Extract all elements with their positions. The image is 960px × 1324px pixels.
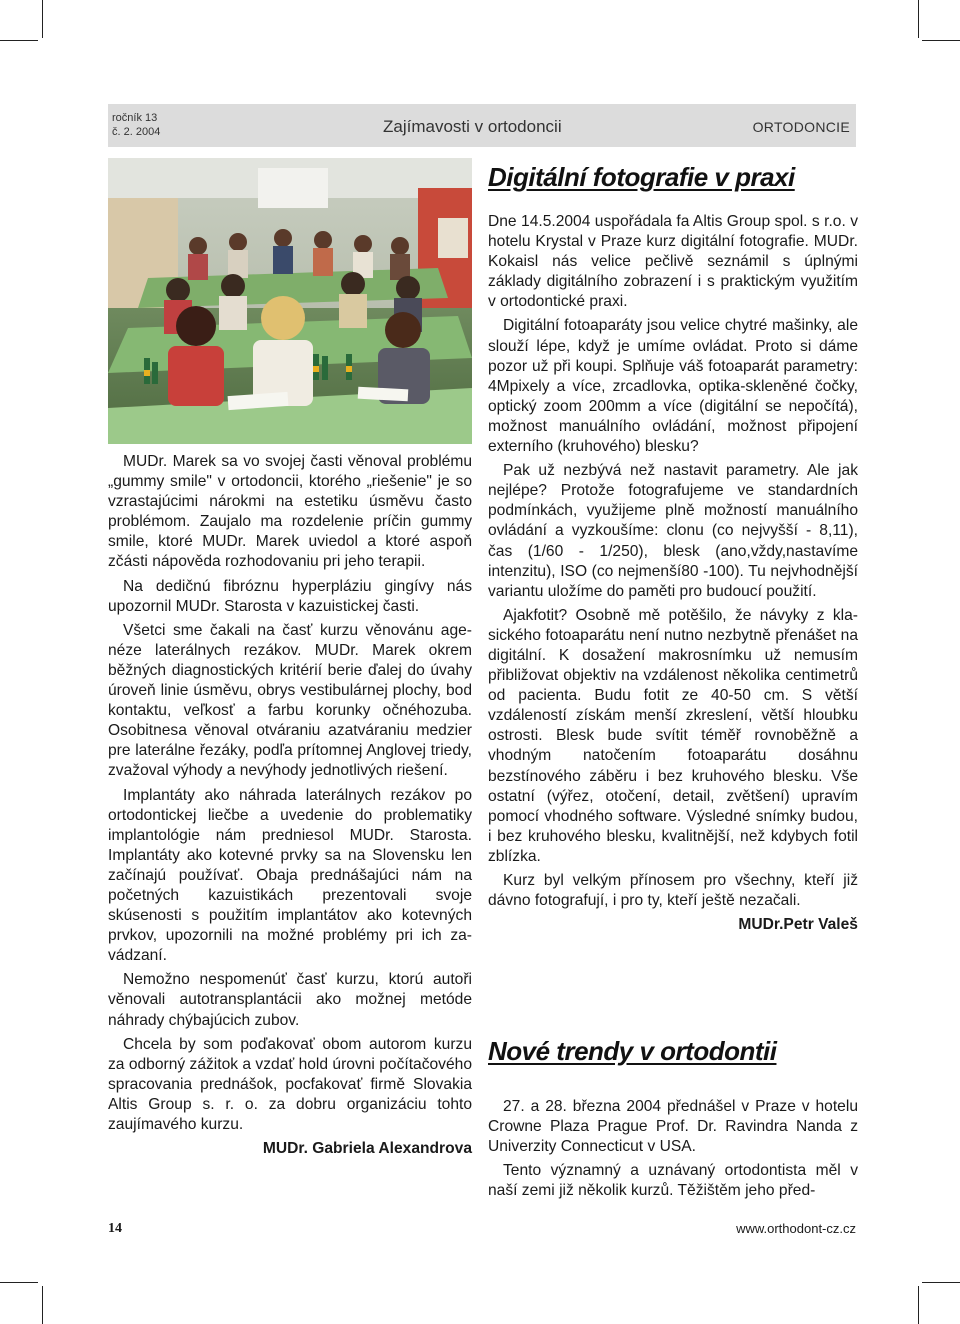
page-number: 14 xyxy=(108,1221,122,1236)
article-new-trends-body xyxy=(488,1097,858,1205)
paragraph: Všetci sme čakali na časť kurzu věnovánu agenéze laterálnych rezákov. MUDr. Marek okrem běžných diagnostických kritérií berie ďalej do úvahy úroveň linie úsměvu, obrys vestibulárnej plochy, bod kontaktu, veľkosť a farbu korunky očnéhozuba. Osobitnesa věnoval otváraniu azatváraniu medzier pre laterálne řezáky, podľa prítomnej Anglovej triedy, zvažoval výhody a nevýhody jednotlivých riešení. xyxy=(108,621,472,780)
crop-mark xyxy=(922,1282,960,1283)
paragraph: Chcela by som poďakovať obom autorom kurzu za odborný zážitok a vzdať hold úrovni počítačového spracovania prednášok, pocfakovať firmě Slovakia Altis Group s. r. o. za dobru organizáciu tohto zaujímavého kurzu. xyxy=(108,1035,472,1133)
paragraph: Kurz byl velkým přínosem pro všechny, kteří již dávno fotografují, i pro ty, kteří ještě nezačali. xyxy=(488,872,858,910)
paragraph: Pak už nezbývá než nastavit parametry. Ale jak nejlépe? Protože fotografujeme ve standardních podmínkách, využijeme plně možností manuálního ovládání a vyzkoušíme: clonu (co nejvyšší - 8,11), čas (1/60 - 1/250), blesk (ano,vždy,nastavíme intenzitu), ISO (co nejmenší80 -100). Tu nejvhodnější variantu uložíme do paměti pro budoucí použití. xyxy=(488,462,858,600)
paragraph: MUDr. Marek sa vo svojej časti věnoval problému „gummy smile" v ortodoncii, ktorého „riešenie" je so vzrastajúcimi nárokmi na estetiku úsměvu často problémom. Zaujalo ma rozdelenie príčin gummy smile, ktoré MUDr. Marek uviedol a ktoré aspoň zčásti nápověda rozhodovaniu pri jeho terapii. xyxy=(108,453,472,571)
running-header xyxy=(108,104,856,147)
issue-label: č. 2. 2004 xyxy=(112,126,161,138)
issue-info xyxy=(112,111,160,139)
article-digital-photo-body xyxy=(488,212,858,935)
author-signature: MUDr.Petr Valeš xyxy=(738,916,858,934)
paragraph: Nemožno nespomenúť časť kurzu, ktorú autoři věnovali autotransplantácii ako možnej metóde náhrady chýbajúcich zubov. xyxy=(108,971,472,1029)
crop-mark xyxy=(922,40,960,41)
seminar-photo-illustration xyxy=(108,158,472,444)
paragraph: Ajakfotit? Osobně mě potěšilo, že návyky z klasického fotoaparátu není nutno nezbytně přenášet na digitální. K dosažení makrosnímku už nemusím přibližovat objektiv na vzdálenost několika centimetrů od pacienta. Budu fotit ze 40-50 cm. S větší vzdáleností získám menší zkreslení, větší hloubku ostrosti. Blesk bude svítit téměř rovnoběžně a vhodným natočením fotoaparátu dosáhnu bezstínového záběru i bez kruhového blesku. Vše ostatní (výřez, otočení, detail, zvětšení) upravím pomocí vhodného software. Výsledné snímky budou, i bez kruhového blesku, kvalitnější, než kdybych fotil zblízka. xyxy=(488,606,858,865)
crop-mark xyxy=(42,1286,43,1324)
seminar-photo xyxy=(108,158,472,444)
paragraph: Digitální fotoaparáty jsou velice chytré mašinky, ale slouží lépe, když je umíme ovládat. Proto si dáme pozor už při koupi. Splňuje váš fotoaparát parametry: 4Mpixely a více, zrcadlovka, optika-skleněné čočky, optický zoom 200mm a více (digitální se nepočítá), možnost manuálního ovládání, možnost připojení externího (kruhového) blesku? xyxy=(488,317,858,456)
crop-mark xyxy=(0,40,38,41)
crop-mark xyxy=(42,0,43,38)
paragraph: Tento významný a uznávaný ortodontista měl v naší zemi již několik kurzů. Těžištěm jeho před- xyxy=(488,1162,858,1200)
author-signature: MUDr. Gabriela Alexandrova xyxy=(262,1140,472,1158)
section-prefix: Zajímavosti xyxy=(383,117,470,136)
section-v: v xyxy=(474,117,484,136)
paragraph: Implantáty ako náhrada laterálnych rezákov po ortodontickej liečbe a uvedenie do problematiky implantológie nám predniesol MUDr. Starosta. Implantáty ako kotevné prvky sa na Slovensku len začínajú používať. Obaja prednášajúci nám na početných kazuistikách prezentovali svoje skúsenosti s použitím implantátov ako kotevných prvkov, upozornili na možné problémy pri ich zavádzaní. xyxy=(108,786,472,965)
crop-mark xyxy=(918,1286,919,1324)
paragraph: 27. a 28. března 2004 přednášel v Praze v hotelu Crowne Plaza Prague Prof. Dr. Ravindra Nanda z Univerzity Connecticut v USA. xyxy=(488,1098,858,1156)
crop-mark xyxy=(918,0,919,38)
category-label: ORTODONCIE xyxy=(752,119,850,135)
paragraph: Na dedičnú fibróznu hyperpláziu gingívy nás upozornil MUDr. Starosta v kazuistickej časti. xyxy=(108,577,472,615)
section-title xyxy=(383,117,562,137)
section-topic: ortodoncii xyxy=(487,117,562,136)
footer-url: www.orthodont-cz.cz xyxy=(736,1221,856,1236)
paragraph: Dne 14.5.2004 uspořádala fa Altis Group spol. s r.o. v hotelu Krystal v Praze kurz digitální fotografie. MUDr. Kokaisl nás velice pečlivě seznámil s úplnými základy digitálního zobrazení i s praktickým využitím v ortodontické praxi. xyxy=(488,213,858,311)
article-title-new-trends: Nové trendy v ortodontii xyxy=(488,1036,777,1066)
volume-label: ročník 13 xyxy=(112,112,158,124)
crop-mark xyxy=(0,1282,38,1283)
article-course-report-body xyxy=(108,452,472,1159)
article-title-digital-photo: Digitální fotografie v praxi xyxy=(488,162,795,192)
